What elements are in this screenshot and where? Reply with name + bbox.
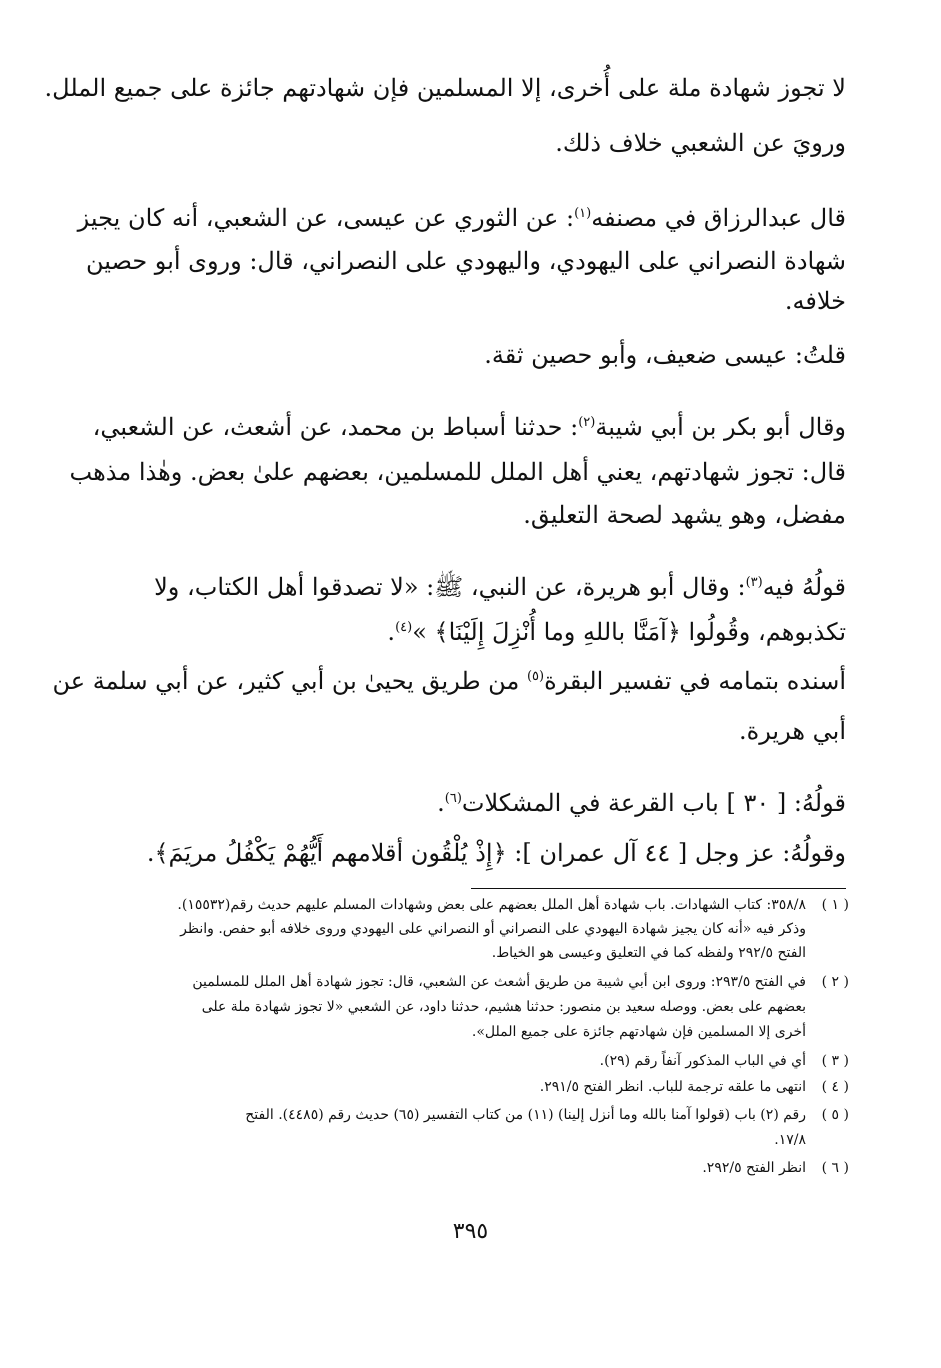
footnote-line: ٣٥٨/٨: كتاب الشهادات. باب شهادة أهل الملل بعضهم على بعض وشهادات المسلم عليهم حديث رقم(١٥٥٣٢).	[177, 897, 806, 913]
footnote-line: وذكر فيه «أنه كان يجيز شهادة اليهودي على النصراني أو النصراني على اليهودي وروى خلافه أبو حفص. وانظر	[180, 921, 806, 937]
footnote-line: بعضهم على بعض. ووصله سعيد بن منصور: حدثنا هشيم، حدثنا داود، عن الشعبي «لا تجوز شهادة ملة على	[201, 999, 806, 1015]
footnote-number: ( ٣ )	[821, 1053, 849, 1069]
footnote-ref: (٥)	[526, 669, 545, 684]
footnote-number: ( ١ )	[821, 897, 849, 913]
body-text: قولُهُ: [ ٣٠ ] باب القرعة في المشكلات	[461, 789, 846, 817]
footnote-line: الفتح ٢٩٢/٥ ولفظه كما في التعليق وعيسى هو الخياط.	[491, 945, 806, 961]
footnote-line: أخرى إلا المسلمين فإن شهادتهم جائزة على جميع الملل».	[471, 1024, 806, 1040]
body-text: تكذبوهم، وقُولُوا ﴿آمَنَّا باللهِ وما أُنْزِلَ إِلَيْنَا﴾ »	[412, 618, 846, 646]
body-text: وقال أبو بكر بن أبي شيبة	[595, 413, 846, 441]
body-line: أبي هريرة.	[738, 717, 846, 745]
body-text: : حدثنا أسباط بن محمد، عن أشعث، عن الشعبي،	[92, 413, 579, 441]
body-line: قال: تجوز شهادتهم، يعني أهل الملل للمسلمين، بعضهم علىٰ بعض. وهٰذا مذهب	[69, 458, 846, 486]
body-line	[52, 666, 846, 696]
body-text: .	[387, 618, 396, 646]
body-line: ورويَ عن الشعبي خلاف ذلك.	[555, 129, 846, 157]
footnote-number: ( ٥ )	[821, 1107, 849, 1123]
body-line	[96, 572, 846, 602]
body-text: قال عبدالرزاق في مصنفه	[591, 204, 846, 232]
footnote-line: انظر الفتح ٢٩٢/٥.	[702, 1160, 806, 1176]
footnote-separator	[471, 888, 846, 889]
footnote-ref: (٦)	[444, 791, 462, 806]
body-line	[77, 203, 846, 233]
body-line: مفضل، وهو يشهد لصحة التعليق.	[523, 501, 846, 529]
body-text: قولُهُ فيه	[762, 573, 846, 601]
body-text: : عن الثوري عن عيسى، عن الشعبي، أنه كان يجيز	[77, 204, 575, 232]
footnote-line: أي في الباب المذكور آنفاً رقم (٢٩).	[599, 1053, 806, 1069]
body-line: شهادة النصراني على اليهودي، واليهودي على النصراني، قال: وروى أبو حصين	[86, 247, 846, 275]
footnote-line: رقم (٢) باب (قولوا آمنا بالله وما أنزل إلينا) (١١) من كتاب التفسير (٦٥) حديث رقم (٤٤٨٥). الفتح	[245, 1107, 806, 1123]
footnote-number: ( ٦ )	[821, 1160, 849, 1176]
body-line	[92, 412, 846, 442]
footnote-ref: (١)	[574, 206, 592, 221]
body-text: أسنده بتمامه في تفسير البقرة	[544, 667, 846, 695]
footnote-number: ( ٤ )	[821, 1079, 849, 1095]
body-line	[96, 617, 846, 647]
body-line: قلتُ: عيسى ضعيف، وأبو حصين ثقة.	[484, 341, 846, 369]
footnote-ref: (٢)	[578, 415, 596, 430]
footnote-ref: (٤)	[395, 620, 413, 635]
body-text: : وقال أبو هريرة، عن النبي، ﷺ: «لا تصدقوا أهل الكتاب، ولا	[154, 573, 746, 601]
body-text: من طريق يحيىٰ بن أبي كثير، عن أبي سلمة عن	[52, 667, 527, 695]
body-line: لا تجوز شهادة ملة على أُخرى، إلا المسلمين فإن شهادتهم جائزة على جميع الملل.	[44, 74, 846, 102]
body-text: .	[437, 789, 445, 817]
footnote-line: انتهى ما علقه ترجمة للباب. انظر الفتح ٢٩١/٥.	[539, 1079, 806, 1095]
footnote-number: ( ٢ )	[821, 974, 849, 990]
body-line: خلافه.	[784, 287, 846, 315]
page-number: ٣٩٥	[452, 1219, 489, 1244]
body-line: وقولُهُ: عز وجل [ ٤٤ آل عمران ]: ﴿إِذْ يُلْقُون أقلامهم أَيُّهُمْ يَكْفُلُ مريَمَ﴾.	[146, 839, 846, 867]
body-line	[96, 788, 846, 818]
footnote-ref: (٣)	[745, 575, 763, 590]
footnote-line: في الفتح ٢٩٣/٥: وروى ابن أبي شيبة من طريق أشعث عن الشعبي، قال: تجوز شهادة أهل الملل للمسلمين	[192, 974, 806, 990]
footnote-line: ١٧/٨.	[774, 1132, 806, 1148]
